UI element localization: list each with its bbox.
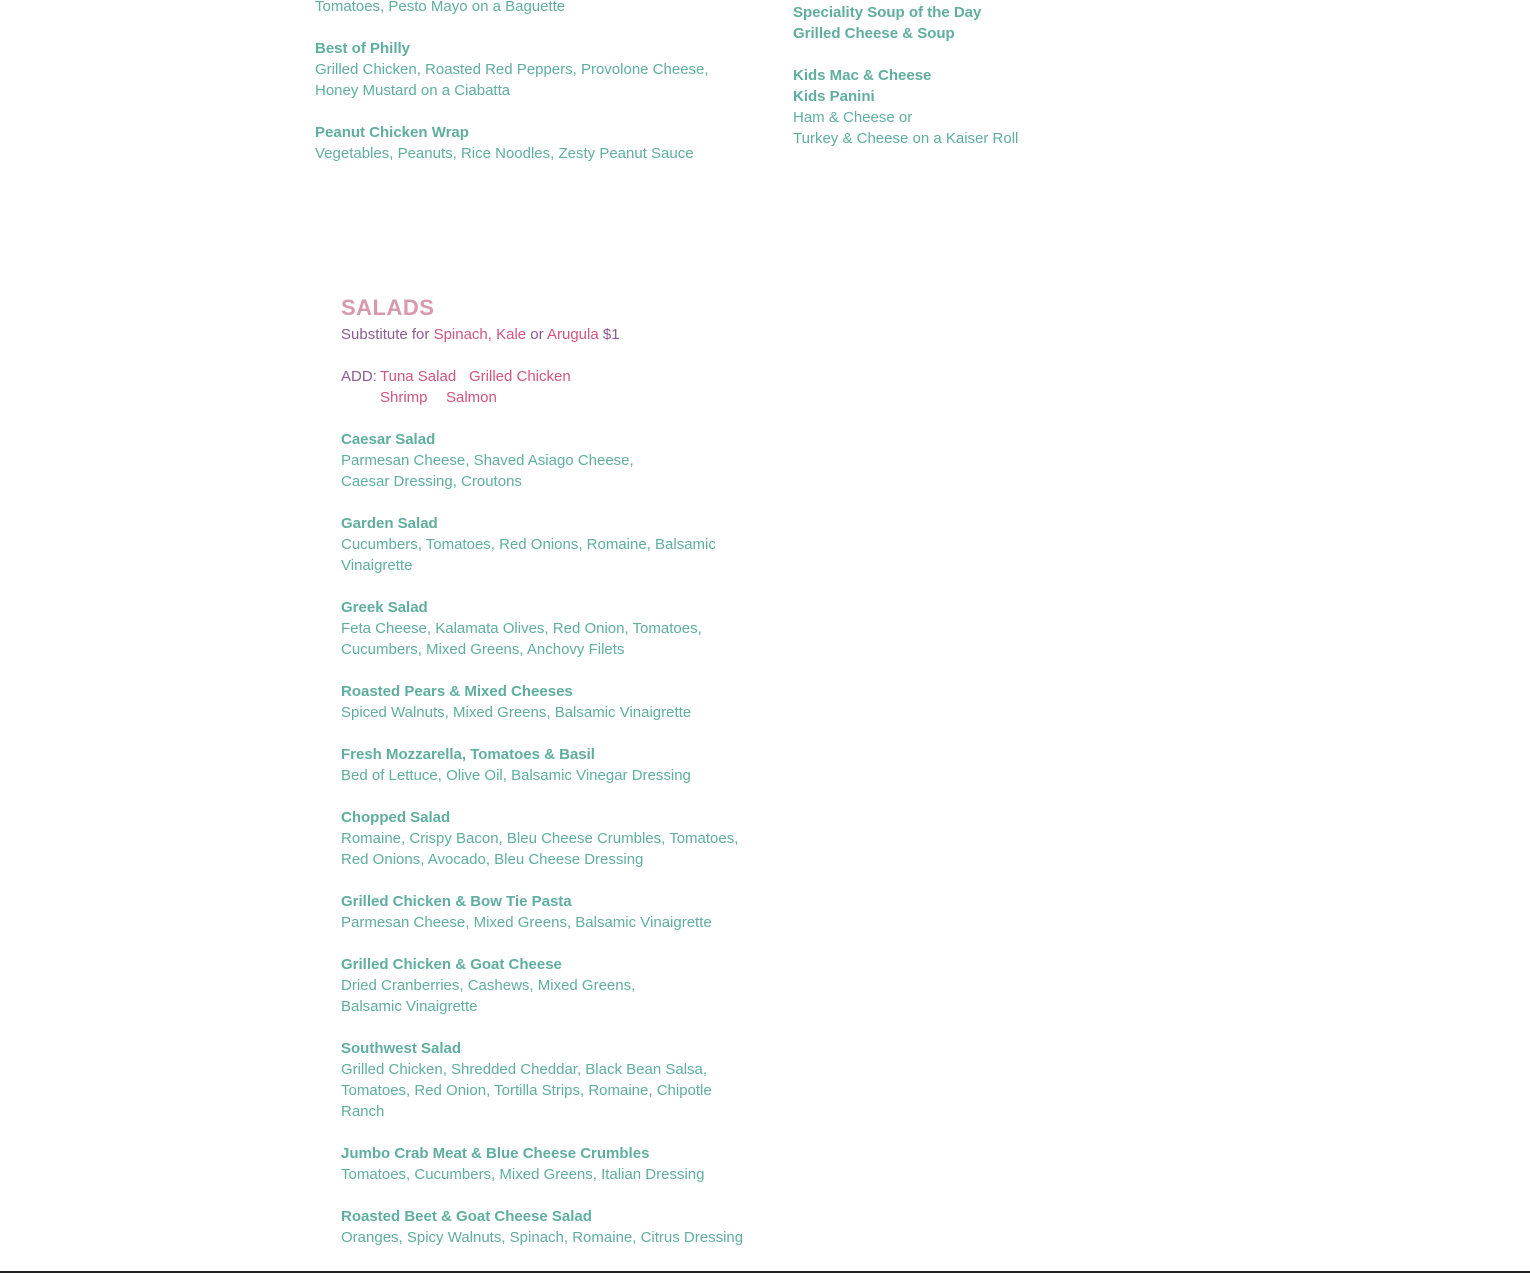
add-on-option: Grilled Chicken bbox=[469, 368, 571, 385]
menu-item-name: Roasted Pears & Mixed Cheeses bbox=[341, 683, 573, 700]
menu-item-desc: Feta Cheese, Kalamata Olives, Red Onion, Tomatoes, bbox=[341, 620, 702, 637]
menu-item-desc: Turkey & Cheese on a Kaiser Roll bbox=[793, 130, 1019, 147]
menu-item-name: Chopped Salad bbox=[341, 809, 451, 826]
menu-item-name: Caesar Salad bbox=[341, 431, 436, 448]
menu-item-desc: Parmesan Cheese, Mixed Greens, Balsamic Vinaigrette bbox=[341, 914, 712, 931]
menu-item bbox=[341, 513, 743, 597]
menu-item bbox=[341, 429, 743, 513]
menu-item bbox=[341, 681, 743, 744]
substitute-line bbox=[341, 324, 743, 345]
menu-item bbox=[341, 1206, 743, 1248]
menu-item-desc: Cucumbers, Mixed Greens, Anchovy Filets bbox=[341, 641, 625, 658]
menu-item-desc: Cucumbers, Tomatoes, Red Onions, Romaine, Balsamic bbox=[341, 536, 716, 553]
substitute-greens-2: Arugula bbox=[547, 326, 599, 343]
menu-item-desc: Caesar Dressing, Croutons bbox=[341, 473, 522, 490]
menu-item-name: Southwest Salad bbox=[341, 1040, 462, 1057]
menu-item-name: Roasted Beet & Goat Cheese Salad bbox=[341, 1208, 592, 1225]
menu-item-desc: Tomatoes, Red Onion, Tortilla Strips, Romaine, Chipotle bbox=[341, 1082, 712, 1099]
add-ons-line bbox=[341, 366, 743, 387]
menu-item-desc: Tomatoes, Pesto Mayo on a Baguette bbox=[315, 0, 566, 15]
substitute-or: or bbox=[526, 326, 547, 343]
menu-item-desc: Balsamic Vinaigrette bbox=[341, 998, 478, 1015]
menu-item-name: Greek Salad bbox=[341, 599, 428, 616]
menu-item bbox=[341, 1038, 743, 1143]
menu-item-desc: Oranges, Spicy Walnuts, Spinach, Romaine, Citrus Dressing bbox=[341, 1229, 744, 1246]
menu-item bbox=[341, 597, 743, 681]
add-on-option: Salmon bbox=[446, 389, 497, 406]
menu-item bbox=[341, 1143, 743, 1206]
menu-item-desc: Vegetables, Peanuts, Rice Noodles, Zesty Peanut Sauce bbox=[315, 145, 694, 162]
salad-items bbox=[341, 429, 743, 1248]
menu-item-name: Grilled Chicken & Bow Tie Pasta bbox=[341, 893, 572, 910]
menu-item-desc: Parmesan Cheese, Shaved Asiago Cheese, bbox=[341, 452, 634, 469]
add-ons-line-2 bbox=[341, 387, 743, 408]
menu-item-name: Grilled Cheese & Soup bbox=[793, 25, 955, 42]
menu-item-desc: Red Onions, Avocado, Bleu Cheese Dressing bbox=[341, 851, 644, 868]
menu-item bbox=[341, 744, 743, 807]
menu-item-name: Kids Mac & Cheese bbox=[793, 67, 932, 84]
menu-item-desc: Ham & Cheese or bbox=[793, 109, 913, 126]
menu-item bbox=[341, 807, 743, 891]
menu-item bbox=[341, 891, 743, 954]
menu-item-name: Kids Panini bbox=[793, 88, 875, 105]
sandwich-list bbox=[315, 0, 709, 164]
add-label: ADD: bbox=[341, 368, 377, 385]
substitute-prefix: Substitute for bbox=[341, 326, 434, 343]
menu-item-name: Speciality Soup of the Day bbox=[793, 4, 982, 21]
soup-kids-list bbox=[793, 2, 1018, 149]
menu-item-desc: Honey Mustard on a Ciabatta bbox=[315, 82, 511, 99]
menu-item-name: Garden Salad bbox=[341, 515, 438, 532]
bottom-divider bbox=[0, 1271, 1530, 1273]
menu-item-desc: Ranch bbox=[341, 1103, 385, 1120]
menu-item-desc: Tomatoes, Cucumbers, Mixed Greens, Italian Dressing bbox=[341, 1166, 705, 1183]
substitute-greens-1: Spinach, Kale bbox=[433, 326, 527, 343]
menu-item-desc: Romaine, Crispy Bacon, Bleu Cheese Crumbles, Tomatoes, bbox=[341, 830, 739, 847]
menu-item-desc: Dried Cranberries, Cashews, Mixed Greens, bbox=[341, 977, 636, 994]
add-on-option: Shrimp bbox=[380, 389, 428, 406]
menu-item bbox=[341, 954, 743, 1038]
menu-item-name: Best of Philly bbox=[315, 40, 411, 57]
menu-item-name: Peanut Chicken Wrap bbox=[315, 124, 469, 141]
menu-item-name: Jumbo Crab Meat & Blue Cheese Crumbles bbox=[341, 1145, 650, 1162]
salads-heading: SALADS bbox=[341, 295, 435, 320]
menu-item-desc: Bed of Lettuce, Olive Oil, Balsamic Vinegar Dressing bbox=[341, 767, 691, 784]
substitute-price: $1 bbox=[598, 326, 620, 343]
menu-item-name: Grilled Chicken & Goat Cheese bbox=[341, 956, 562, 973]
add-on-option: Tuna Salad bbox=[380, 368, 457, 385]
menu-item-desc: Grilled Chicken, Roasted Red Peppers, Provolone Cheese, bbox=[315, 61, 709, 78]
salads-section bbox=[341, 324, 743, 1248]
menu-item-desc: Vinaigrette bbox=[341, 557, 413, 574]
menu-item-desc: Spiced Walnuts, Mixed Greens, Balsamic Vinaigrette bbox=[341, 704, 692, 721]
menu-item-name: Fresh Mozzarella, Tomatoes & Basil bbox=[341, 746, 595, 763]
menu-item-desc: Grilled Chicken, Shredded Cheddar, Black Bean Salsa, bbox=[341, 1061, 708, 1078]
